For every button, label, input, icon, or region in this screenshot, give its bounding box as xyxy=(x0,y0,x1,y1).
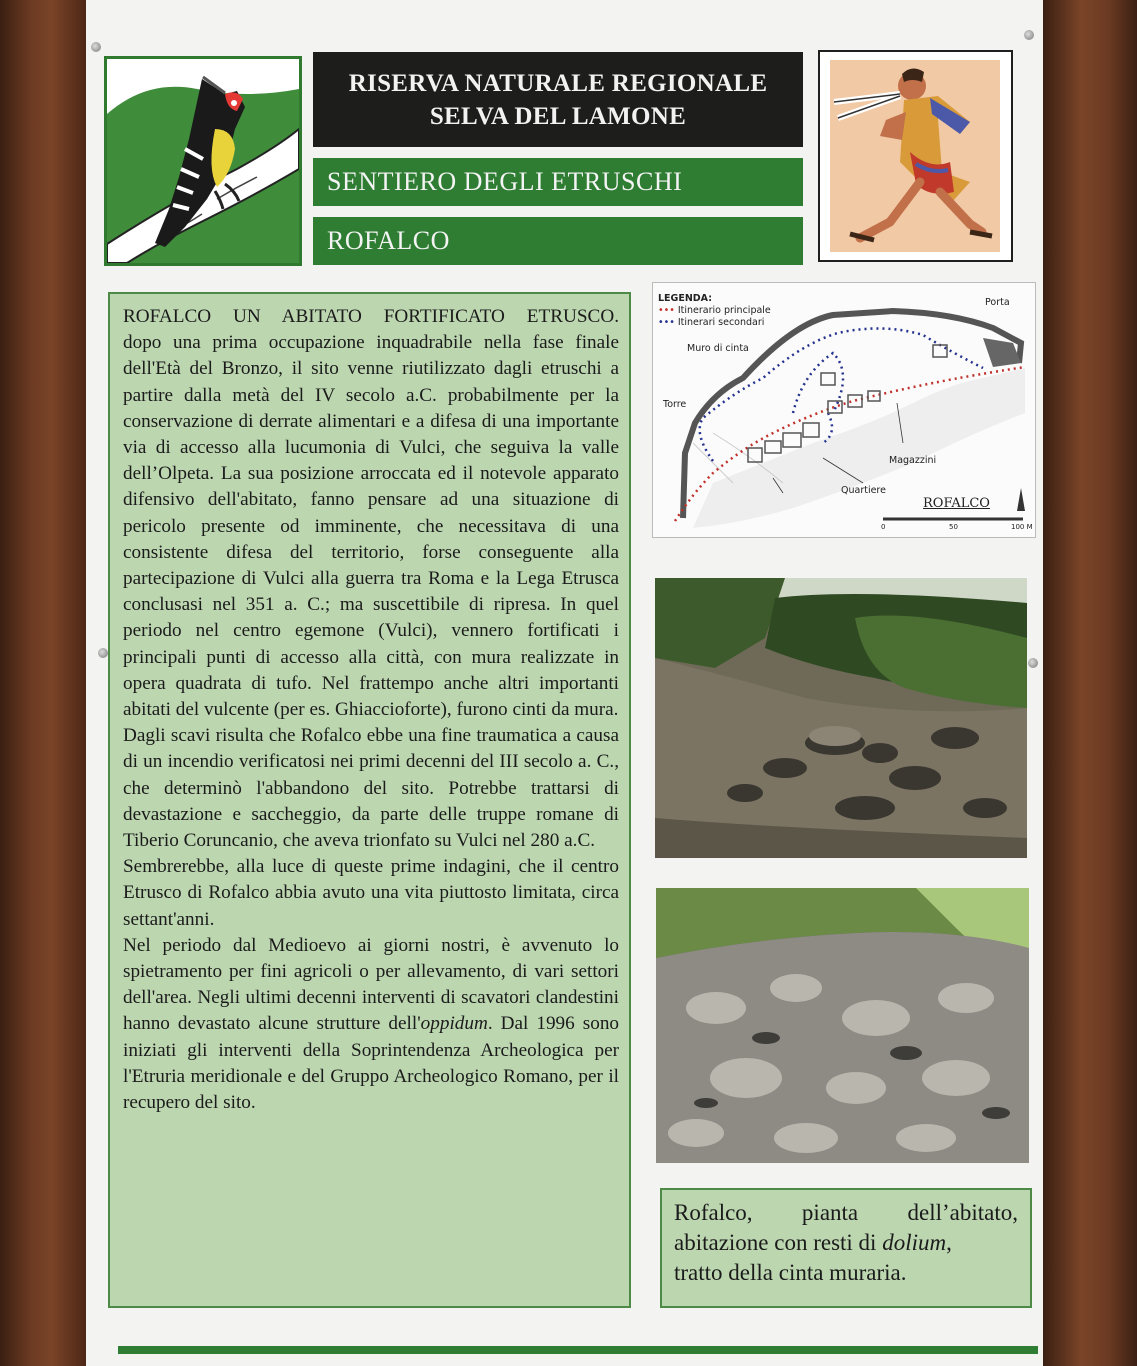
text-title: ROFALCO UN ABITATO FORTIFICATO ETRUSCO. xyxy=(123,306,619,327)
caption-line: tratto della cinta muraria. xyxy=(674,1260,907,1285)
map-legend-secondary-routes: ••• Itinerari secondari xyxy=(658,317,765,328)
map-title: ROFALCO xyxy=(923,496,990,511)
photo-defensive-wall-section xyxy=(656,888,1029,1163)
text-paragraph: dopo una prima occupazione inquadrabile nella fase finale dell'Età del Bronzo, il sito venne riutilizzato dagli etruschi a partire dalla metà del IV secolo a.C. probabilmente per la conservazione di derrate alimentari e a difesa di una importante via di accesso alla lucumonia di Vulci, che seguiva la valle dell’Olpeta. La sua posizione arroccata ed il notevole apparato difensivo dell'abitato, fanno pensare ad una situazione di pericolo presente od imminente, che necessitava di una consistente difesa del territorio, forse conseguente alla partecipazione di Vulci alla guerra tra Roma e la Lega Etrusca conclusasi nel 351 a. C.; ma suscettibile di ripresa. In quel periodo nel centro egemone (Vulci), vennero fortificati i principali punti di accesso alla città, con mura realizzate in opera quadrata di tufo. Nel frattempo anche altri importanti abitati del vulcente (per es. Ghiaccioforte), furono cinti da mura. xyxy=(123,332,619,721)
trail-name: SENTIERO DEGLI ETRUSCHI xyxy=(327,167,683,196)
map-scale-hundred: 100 M xyxy=(1011,523,1033,531)
text-paragraph: Nel periodo dal Medioevo ai giorni nostri, è avvenuto lo spietramento per fini agricoli o per allevamento, di vari settori dell'area. Negli ultimi decenni interventi di scavatori clandestini hanno devastato alcune strutture dell'oppidum. Dal 1996 sono iniziati gli interventi della Soprintendenza Archeologica per l'Etruria meridionale e del Gruppo Archeologico Romano, per il recupero del sito. xyxy=(123,934,620,1114)
map-scale-fifty: 50 xyxy=(949,523,958,531)
caption-line: abitazione con resti di dolium, xyxy=(674,1230,952,1255)
screw xyxy=(91,42,101,52)
screw xyxy=(1024,30,1034,40)
wooden-post-right xyxy=(1043,0,1137,1366)
site-map xyxy=(652,282,1036,538)
screw xyxy=(1028,658,1038,668)
trail-name-banner xyxy=(313,158,803,206)
site-name-banner xyxy=(313,217,803,265)
map-label-quartiere: Quartiere xyxy=(841,485,886,496)
map-label-porta: Porta xyxy=(985,297,1010,308)
reserve-name-line1: RISERVA NATURALE REGIONALE xyxy=(348,69,768,97)
wooden-post-left xyxy=(0,0,86,1366)
history-text-panel xyxy=(108,292,631,1308)
map-label-magazzini: Magazzini xyxy=(889,455,937,466)
photo-dwelling-with-dolium xyxy=(655,578,1027,858)
woodpecker-emblem xyxy=(104,56,302,266)
photo-caption xyxy=(660,1188,1032,1308)
screw xyxy=(98,648,108,658)
map-legend-main-route: ••• Itinerario principale xyxy=(658,305,771,316)
caption-line: Rofalco, pianta dell’abitato, xyxy=(674,1200,1018,1225)
map-legend-title: LEGENDA: xyxy=(658,293,712,304)
bottom-green-stripe xyxy=(118,1346,1038,1354)
map-label-muro-di-cinta: Muro di cinta xyxy=(687,343,749,354)
site-name: ROFALCO xyxy=(327,226,450,255)
reserve-name-line2: SELVA DEL LAMONE xyxy=(429,102,687,130)
map-label-torre: Torre xyxy=(663,399,687,410)
text-paragraph: Sembrerebbe, alla luce di queste prime indagini, che il centro Etrusco di Rofalco abbia avuto una vita piuttosto limitata, circa settant'anni. xyxy=(123,856,619,930)
etruscan-flute-player-illustration xyxy=(818,50,1013,262)
reserve-name-banner xyxy=(313,52,803,147)
text-paragraph: Dagli scavi risulta che Rofalco ebbe una fine traumatica a causa di un incendio verificatosi nei primi decenni del III secolo a. C., che determinò l'abbandono del sito. Potrebbe trattarsi di devastazione e saccheggio, da parte delle truppe romane di Tiberio Coruncanio, che aveva trionfato su Vulci nel 280 a.C. xyxy=(123,725,619,852)
map-scale-zero: 0 xyxy=(881,523,886,531)
